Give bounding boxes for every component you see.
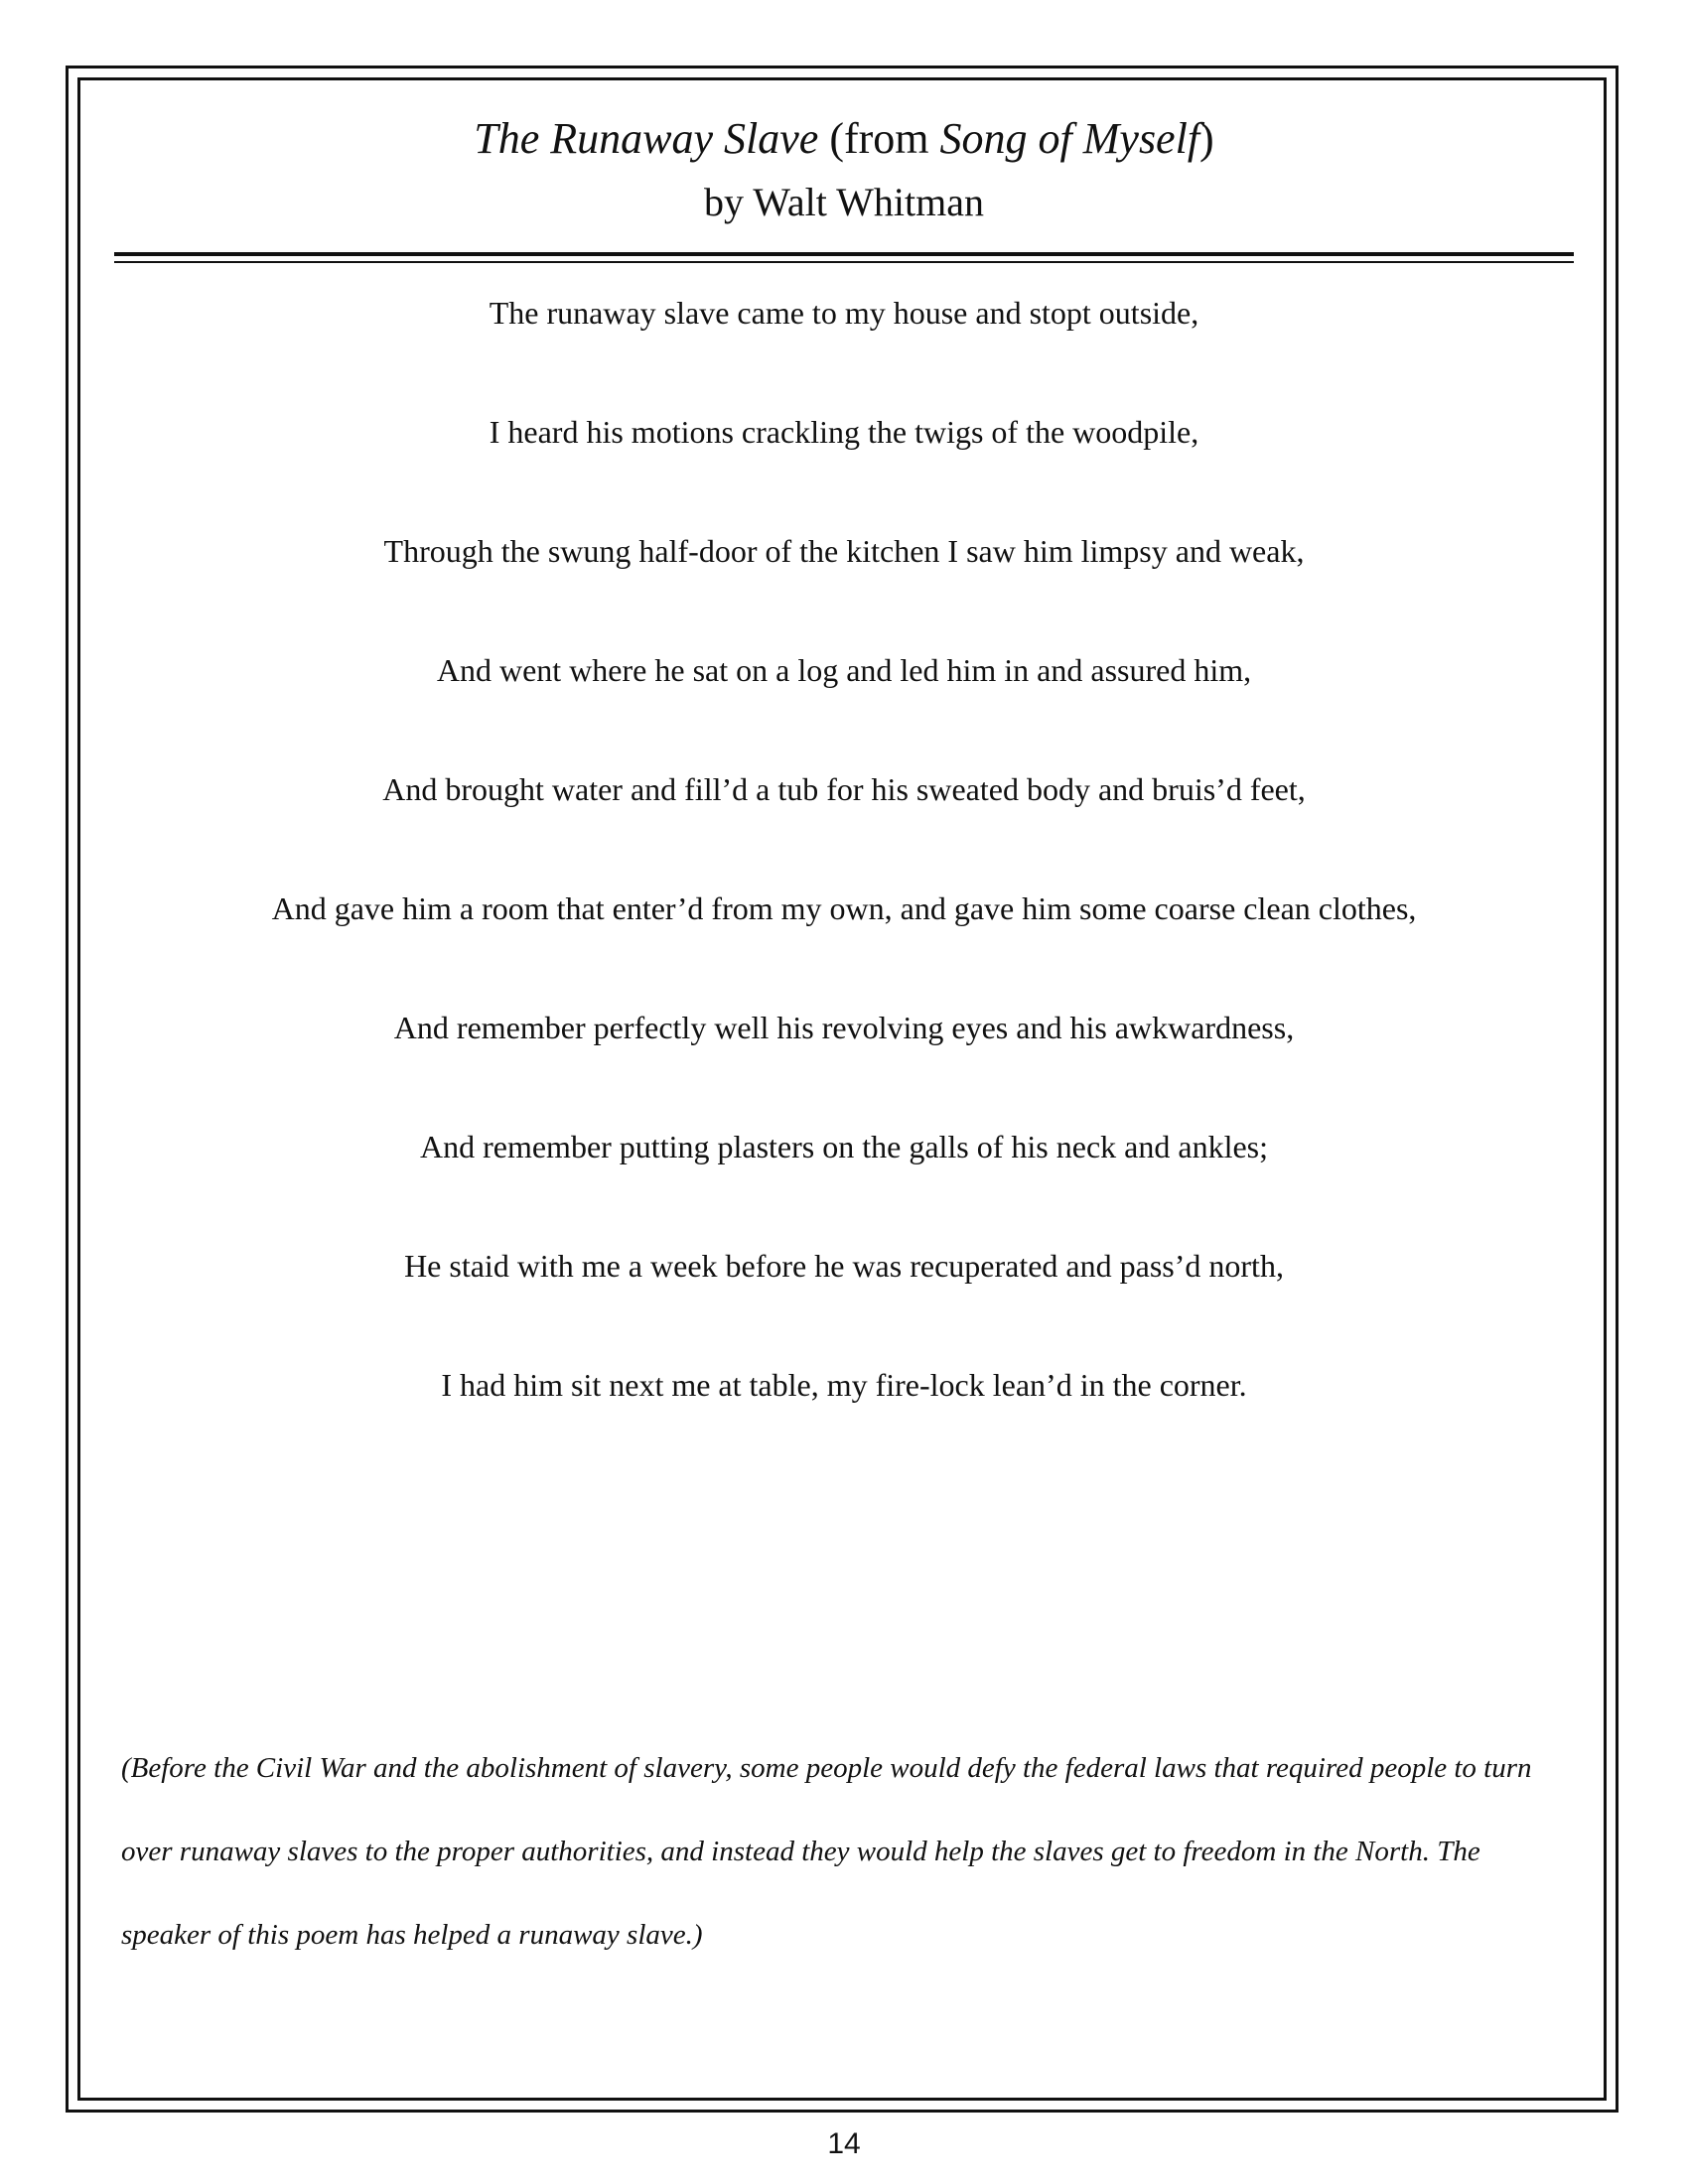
poem-title — [114, 109, 1574, 169]
poem-source-title: Song of Myself — [939, 114, 1200, 163]
title-block — [114, 109, 1574, 230]
author-byline: by Walt Whitman — [704, 180, 984, 224]
header-divider-thin — [114, 261, 1574, 263]
poem-title-from: (from — [818, 114, 940, 163]
poem-title-italic: The Runaway Slave — [474, 114, 819, 163]
poem-line: And went where he sat on a log and led him in and assured him, — [436, 652, 1252, 688]
poem-line: He staid with me a week before he was recuperated and pass’d north, — [404, 1248, 1284, 1284]
poem-lines — [114, 283, 1574, 1474]
poem-line: I heard his motions crackling the twigs of the woodpile, — [489, 414, 1199, 450]
page-number: 14 — [827, 2127, 861, 2160]
poem-line: And gave him a room that enter’d from my own, and gave him some coarse clean clothes, — [271, 890, 1417, 926]
poem-line: I had him sit next me at table, my fire-lock lean’d in the corner. — [441, 1367, 1247, 1403]
poem-line: And brought water and fill’d a tub for his sweated body and bruis’d feet, — [382, 771, 1306, 807]
poem-title-close: ) — [1199, 114, 1214, 163]
poem-line: And remember putting plasters on the galls of his neck and ankles; — [419, 1129, 1268, 1164]
poem-line: The runaway slave came to my house and stopt outside, — [489, 295, 1199, 331]
header-divider-thick — [114, 252, 1574, 256]
historical-note: (Before the Civil War and the abolishment of slavery, some people would defy the federal laws that required people to turn over runaway slaves to the proper authorities, and instead they would help the slaves get to freedom in the North. The speaker of this poem has helped a runaway slave.) — [121, 1752, 1532, 1951]
poem-line: And remember perfectly well his revolving eyes and his awkwardness, — [393, 1010, 1295, 1045]
poem-line: Through the swung half-door of the kitchen I saw him limpsy and weak, — [383, 533, 1305, 569]
